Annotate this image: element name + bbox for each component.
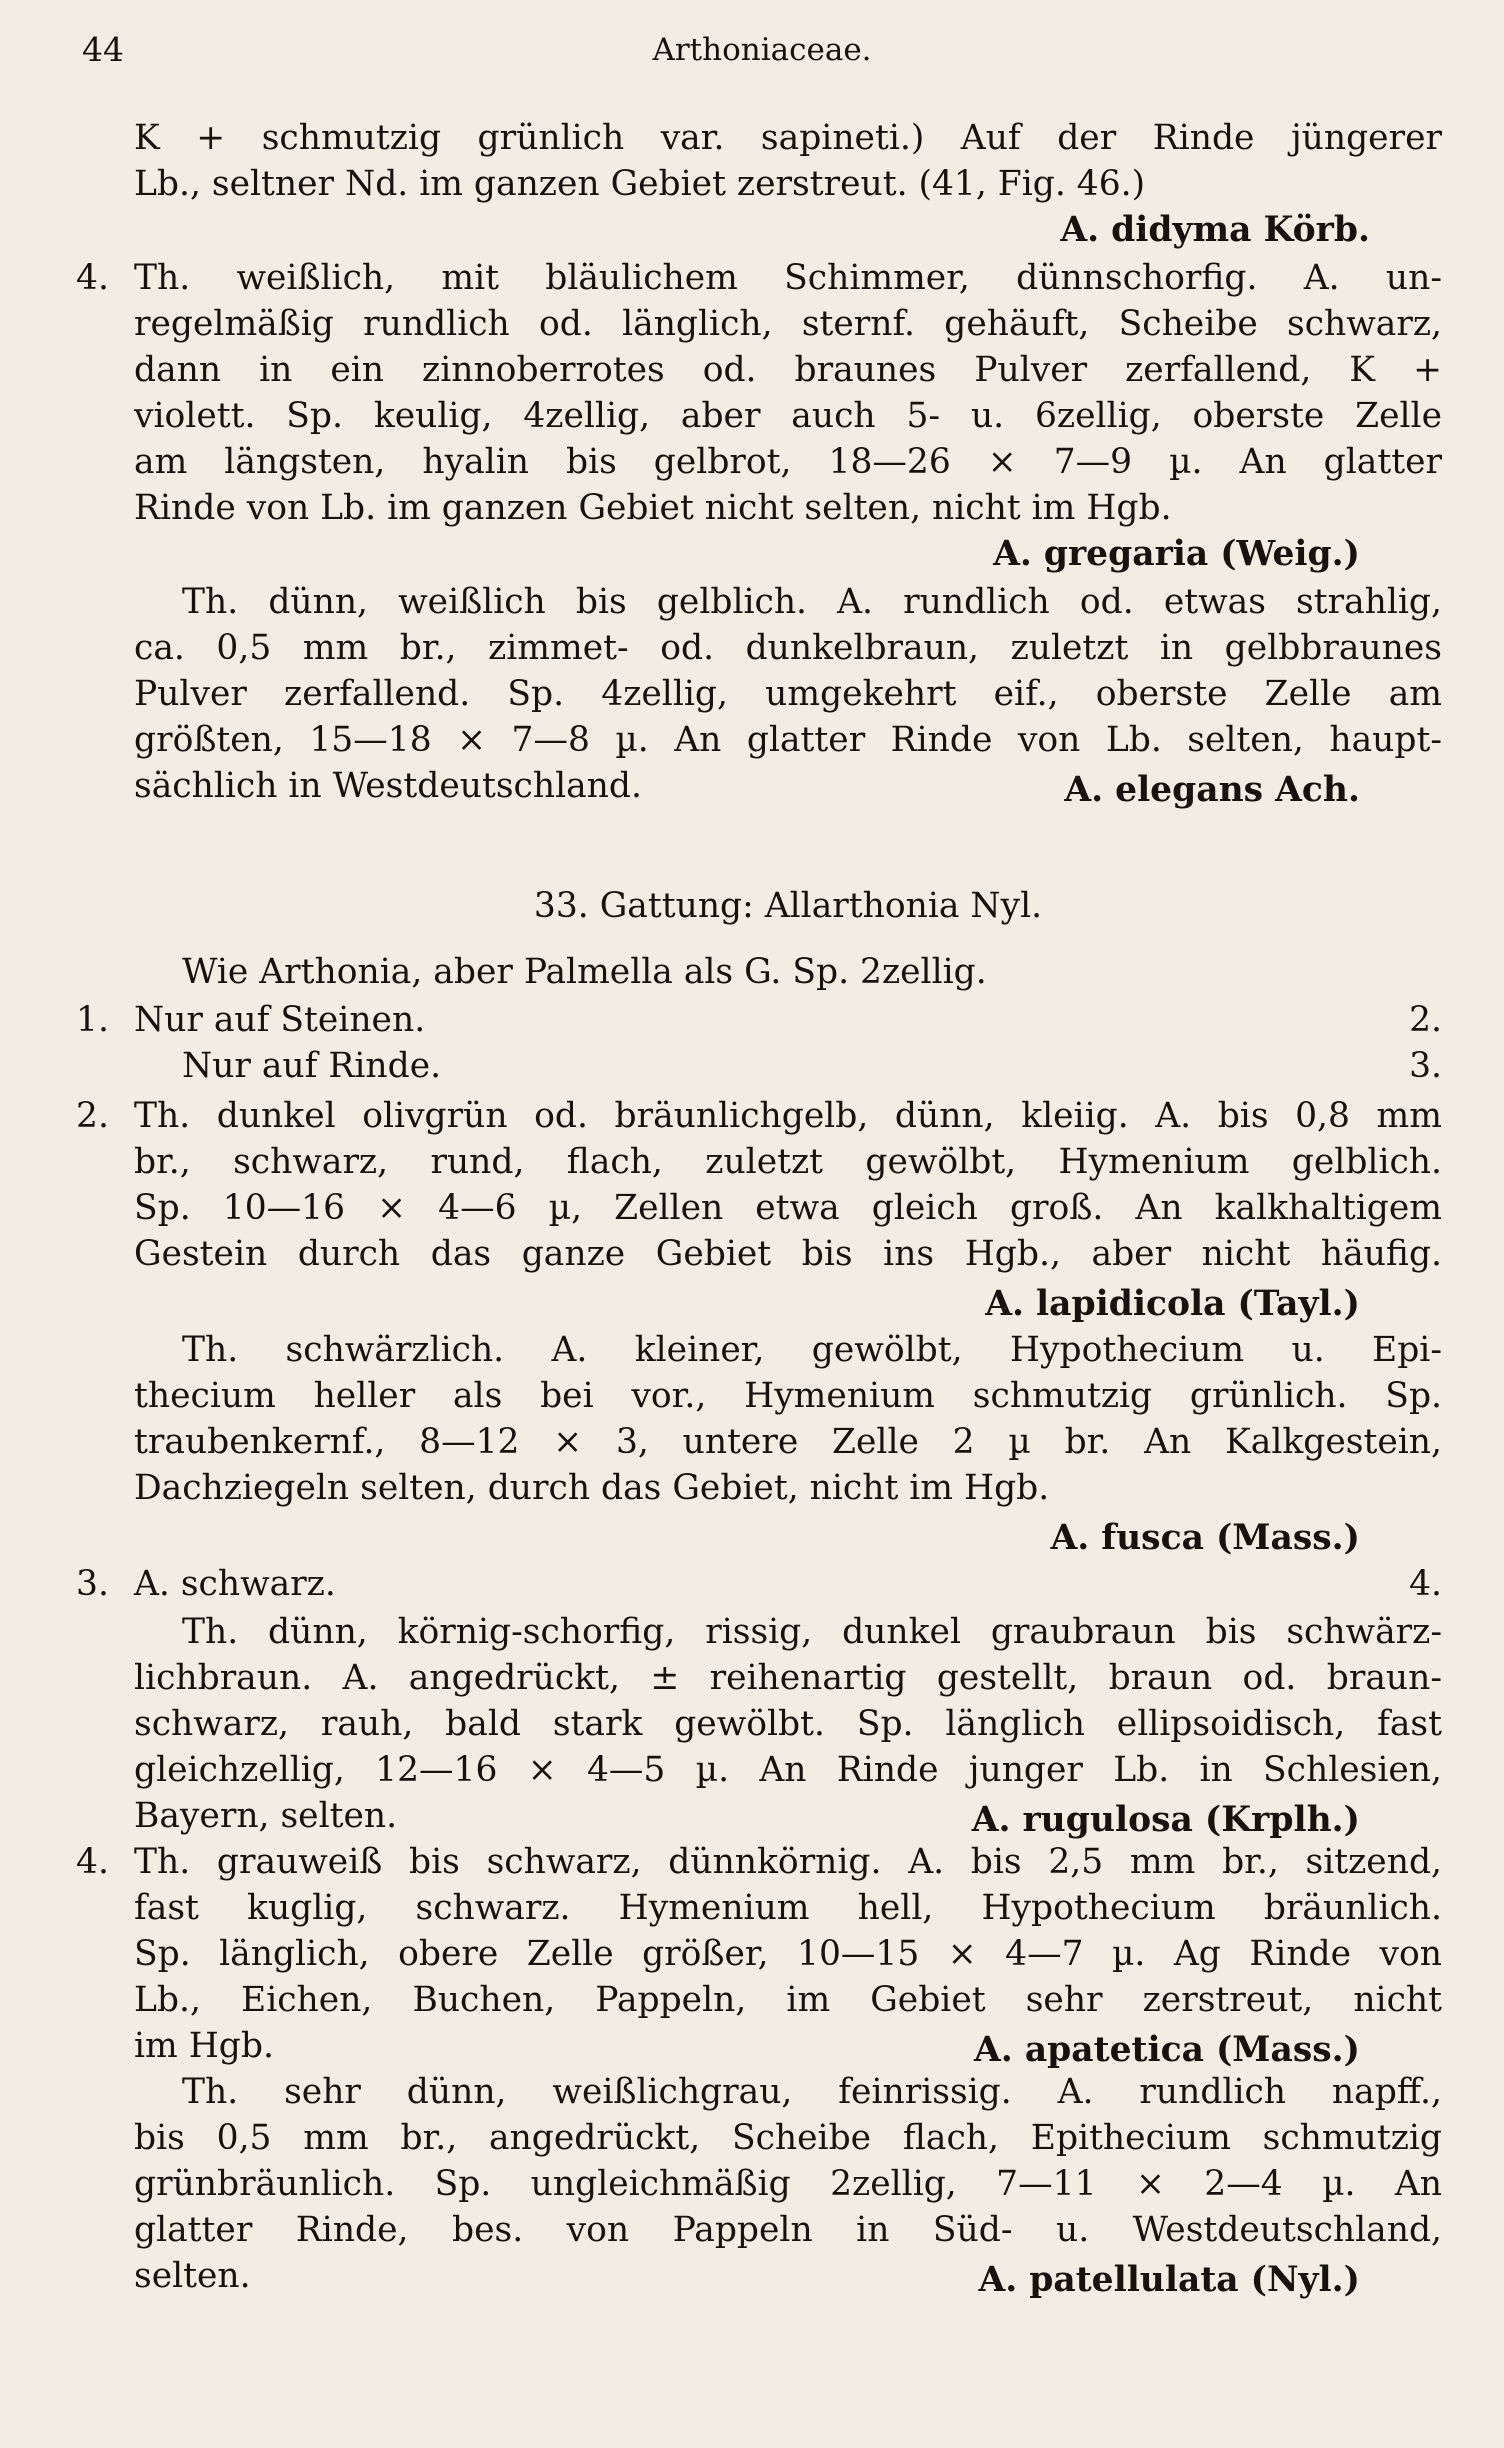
text-line: Th. schwärzlich. A. kleiner, gewölbt, Hypothecium u. Epi- xyxy=(182,1330,1442,1370)
species-name: A. fusca (Mass.) xyxy=(1050,1518,1360,1558)
text-line: Bayern, selten. xyxy=(134,1796,398,1836)
text-line: selten. xyxy=(134,2256,251,2296)
text-line: fast kuglig, schwarz. Hymenium hell, Hypothecium bräunlich. xyxy=(134,1888,1442,1928)
text-line: dann in ein zinnoberrotes od. braunes Pulver zerfallend, K + xyxy=(134,350,1442,390)
text-line: ca. 0,5 mm br., zimmet- od. dunkelbraun, zuletzt in gelbbraunes xyxy=(134,628,1442,668)
text-line: Sp. 10—16 × 4—6 µ, Zellen etwa gleich groß. An kalkhaltigem xyxy=(134,1188,1442,1228)
text-line: größten, 15—18 × 7—8 µ. An glatter Rinde von Lb. selten, haupt- xyxy=(134,720,1442,760)
text-line: Gestein durch das ganze Gebiet bis ins Hgb., aber nicht häufig. xyxy=(134,1234,1442,1274)
key-lead-text: A. schwarz. xyxy=(134,1564,336,1604)
text-line: grünbräunlich. Sp. ungleichmäßig 2zellig, 7—11 × 2—4 µ. An xyxy=(134,2164,1442,2204)
species-name: A. gregaria (Weig.) xyxy=(993,534,1360,574)
text-line: Pulver zerfallend. Sp. 4zellig, umgekehrt eif., oberste Zelle am xyxy=(134,674,1442,714)
key-lead-text: Nur auf Rinde. xyxy=(182,1046,442,1086)
text-line: Lb., seltner Nd. im ganzen Gebiet zerstreut. (41, Fig. 46.) xyxy=(134,164,1146,204)
text-line: schwarz, rauh, bald stark gewölbt. Sp. länglich ellipsoidisch, fast xyxy=(134,1704,1442,1744)
species-name: A. apatetica (Mass.) xyxy=(974,2030,1360,2070)
key-ref: 2. xyxy=(1409,1000,1442,1040)
text-line: gleichzellig, 12—16 × 4—5 µ. An Rinde junger Lb. in Schlesien, xyxy=(134,1750,1442,1790)
key-number: 4. xyxy=(76,258,109,298)
genus-heading: 33. Gattung: Allarthonia Nyl. xyxy=(533,886,1043,926)
key-lead xyxy=(182,1044,1442,1090)
key-ref: 3. xyxy=(1409,1046,1442,1086)
text-line: Th. sehr dünn, weißlichgrau, feinrissig. A. rundlich napff., xyxy=(182,2072,1442,2112)
page-header xyxy=(82,30,1442,74)
text-line: glatter Rinde, bes. von Pappeln in Süd- u. Westdeutschland, xyxy=(134,2210,1442,2250)
text-line: Lb., Eichen, Buchen, Pappeln, im Gebiet sehr zerstreut, nicht xyxy=(134,1980,1442,2020)
text-line: traubenkernf., 8—12 × 3, untere Zelle 2 µ br. An Kalkgestein, xyxy=(134,1422,1442,1462)
text-line: violett. Sp. keulig, 4zellig, aber auch 5- u. 6zellig, oberste Zelle xyxy=(134,396,1442,436)
text-line: Th. weißlich, mit bläulichem Schimmer, dünnschorfig. A. un- xyxy=(134,258,1442,298)
text-line: lichbraun. A. angedrückt, ± reihenartig gestellt, braun od. braun- xyxy=(134,1658,1442,1698)
text-line: Sp. länglich, obere Zelle größer, 10—15 × 4—7 µ. Ag Rinde von xyxy=(134,1934,1442,1974)
species-name: A. lapidicola (Tayl.) xyxy=(985,1284,1360,1324)
text-line: thecium heller als bei vor., Hymenium schmutzig grünlich. Sp. xyxy=(134,1376,1442,1416)
key-ref: 4. xyxy=(1409,1564,1442,1604)
species-name: A. rugulosa (Krplh.) xyxy=(971,1800,1360,1840)
species-name: A. elegans Ach. xyxy=(1064,770,1360,810)
page-number: 44 xyxy=(82,30,124,69)
running-title: Arthoniaceae. xyxy=(652,32,872,68)
text-line: Dachziegeln selten, durch das Gebiet, nicht im Hgb. xyxy=(134,1468,1050,1508)
species-name: A. didyma Körb. xyxy=(1060,210,1370,250)
text-line: bis 0,5 mm br., angedrückt, Scheibe flach, Epithecium schmutzig xyxy=(134,2118,1442,2158)
text-line: regelmäßig rundlich od. länglich, sternf. gehäuft, Scheibe schwarz, xyxy=(134,304,1442,344)
text-line: br., schwarz, rund, flach, zuletzt gewölbt, Hymenium gelblich. xyxy=(134,1142,1442,1182)
text-line: sächlich in Westdeutschland. xyxy=(134,766,642,806)
key-number: 3. xyxy=(76,1564,109,1604)
key-lead-text: Nur auf Steinen. xyxy=(134,1000,426,1040)
text-line: im Hgb. xyxy=(134,2026,274,2066)
key-lead xyxy=(134,1562,1442,1608)
text-line: Rinde von Lb. im ganzen Gebiet nicht selten, nicht im Hgb. xyxy=(134,488,1172,528)
text-line: Th. dünn, körnig-schorfig, rissig, dunkel graubraun bis schwärz- xyxy=(182,1612,1442,1652)
text-line: Th. dunkel olivgrün od. bräunlichgelb, dünn, kleiig. A. bis 0,8 mm xyxy=(134,1096,1442,1136)
text-line: K + schmutzig grünlich var. sapineti.) Auf der Rinde jüngerer xyxy=(134,118,1442,158)
text-line: Wie Arthonia, aber Palmella als G. Sp. 2zellig. xyxy=(182,952,987,992)
key-lead xyxy=(134,998,1442,1044)
key-number: 4. xyxy=(76,1842,109,1882)
species-name: A. patellulata (Nyl.) xyxy=(978,2260,1360,2300)
text-line: Th. dünn, weißlich bis gelblich. A. rundlich od. etwas strahlig, xyxy=(182,582,1442,622)
text-line: am längsten, hyalin bis gelbrot, 18—26 × 7—9 µ. An glatter xyxy=(134,442,1442,482)
text-line: Th. grauweiß bis schwarz, dünnkörnig. A. bis 2,5 mm br., sitzend, xyxy=(134,1842,1442,1882)
key-number: 2. xyxy=(76,1096,109,1136)
key-number: 1. xyxy=(76,1000,109,1040)
